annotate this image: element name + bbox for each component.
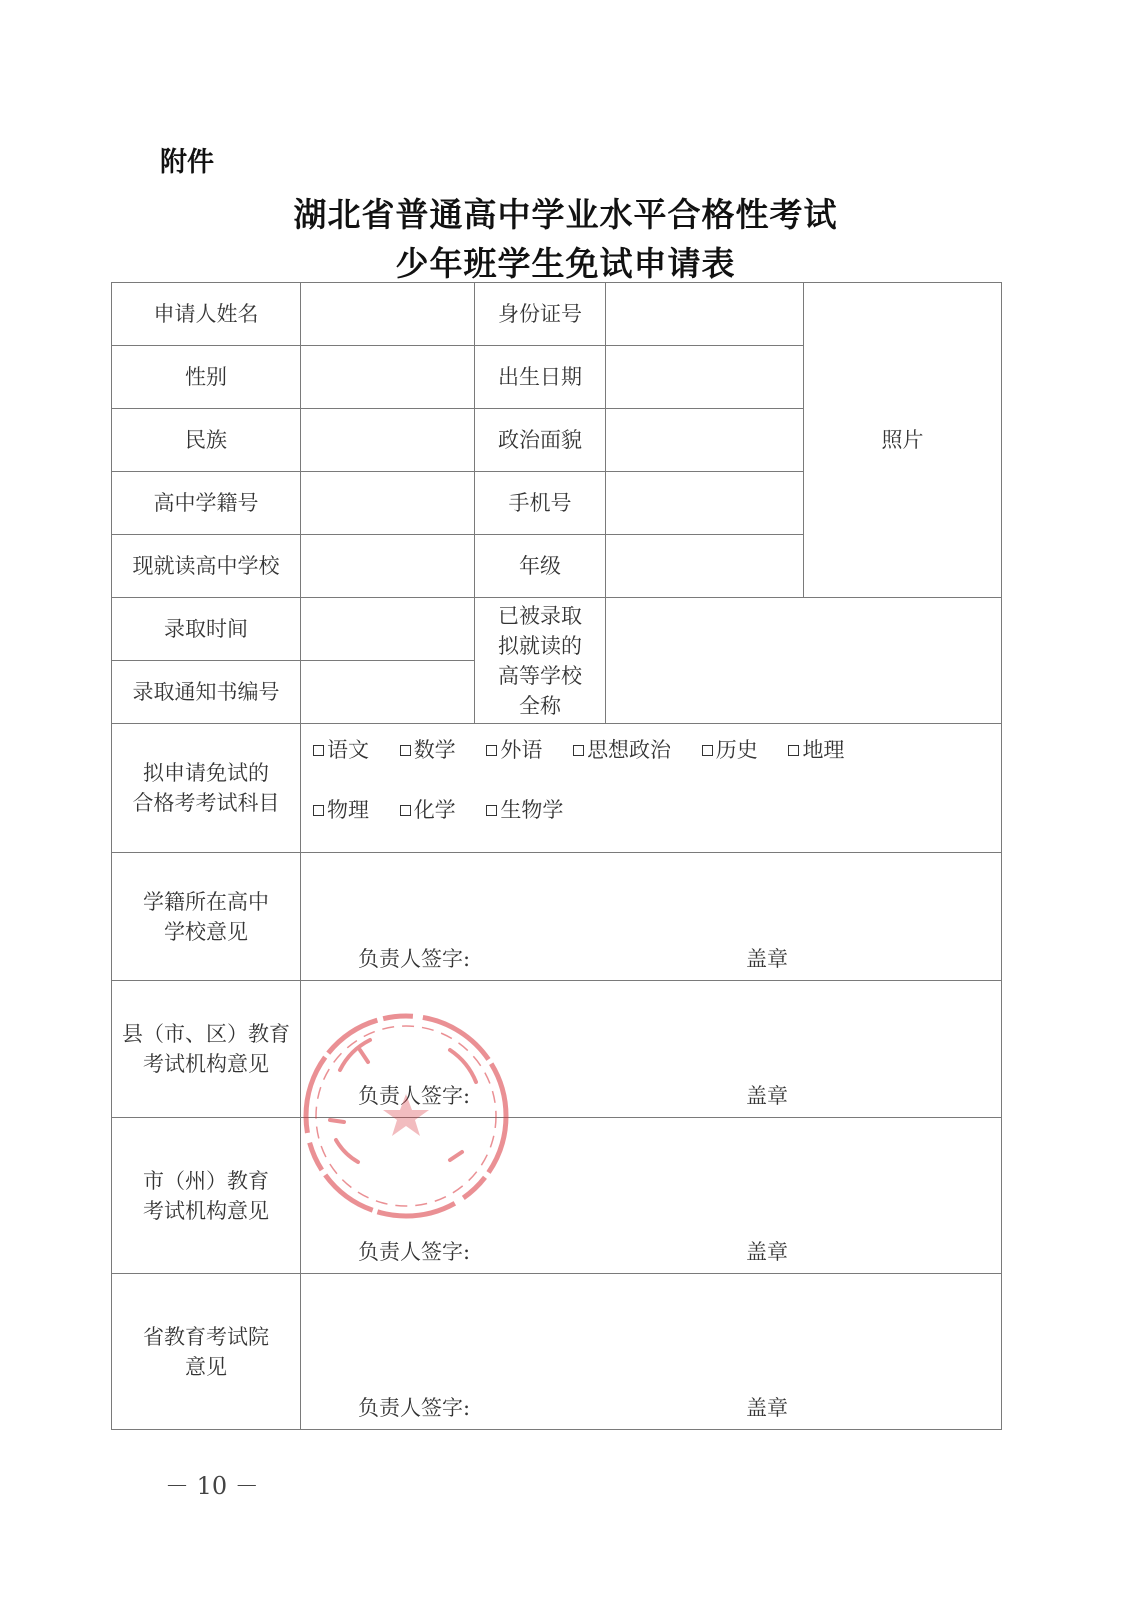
- signature-label: 负责人签字:: [358, 1240, 471, 1264]
- label-county-opinion-l2: 考试机构意见: [143, 1052, 269, 1076]
- application-form-table: [111, 282, 1002, 1430]
- label-phone: 手机号: [475, 472, 606, 535]
- label-exempt-subjects-l1: 拟申请免试的: [143, 761, 269, 785]
- label-admitted-university-l1: 已被录取: [498, 603, 582, 628]
- label-current-school: 现就读高中学校: [112, 535, 301, 598]
- checkbox-icon: [573, 745, 584, 756]
- checkbox-math[interactable]: [400, 732, 456, 768]
- label-id-number: 身份证号: [475, 283, 606, 346]
- phone-field[interactable]: [606, 472, 804, 535]
- subject-label: 思想政治: [587, 738, 672, 762]
- name-field[interactable]: [301, 283, 475, 346]
- signature-label: 负责人签字:: [358, 947, 471, 971]
- subject-label: 数学: [413, 738, 456, 762]
- label-province-opinion-l1: 省教育考试院: [143, 1324, 269, 1349]
- id-number-field[interactable]: [606, 283, 804, 346]
- school-opinion-field[interactable]: [301, 853, 1002, 981]
- admitted-university-field[interactable]: [606, 598, 1002, 724]
- notice-number-field[interactable]: [301, 661, 475, 724]
- gender-field[interactable]: [301, 346, 475, 409]
- label-school-opinion-l1: 学籍所在高中: [143, 889, 269, 914]
- subject-label: 外语: [500, 738, 543, 762]
- checkbox-icon: [486, 745, 497, 756]
- form-title-line1: 湖北省普通高中学业水平合格性考试: [293, 195, 838, 234]
- label-county-opinion: [112, 981, 301, 1118]
- seal-label: 盖章: [746, 1240, 788, 1264]
- seal-label: 盖章: [746, 947, 788, 971]
- attachment-label: 附件: [160, 147, 214, 178]
- label-school-opinion: [112, 853, 301, 981]
- checkbox-foreign-language[interactable]: [486, 732, 542, 768]
- signature-label: 负责人签字:: [358, 1084, 471, 1108]
- signature-label: 负责人签字:: [358, 1396, 471, 1420]
- checkbox-icon: [486, 805, 497, 816]
- checkbox-icon: [400, 745, 411, 756]
- checkbox-geography[interactable]: [788, 732, 844, 768]
- province-opinion-field[interactable]: [301, 1274, 1002, 1430]
- admission-time-field[interactable]: [301, 598, 475, 661]
- checkbox-icon: [788, 745, 799, 756]
- seal-label: 盖章: [746, 1396, 788, 1420]
- county-opinion-field[interactable]: [301, 981, 1002, 1118]
- label-ethnicity: 民族: [112, 409, 301, 472]
- student-number-field[interactable]: [301, 472, 475, 535]
- label-admitted-university-l3: 高等学校: [498, 663, 582, 688]
- label-grade: 年级: [475, 535, 606, 598]
- label-exempt-subjects: [112, 724, 301, 853]
- label-notice-number: 录取通知书编号: [112, 661, 301, 724]
- subjects-row-1: [313, 732, 1001, 792]
- label-city-opinion: [112, 1118, 301, 1274]
- subject-label: 历史: [715, 738, 758, 762]
- label-admission-time: 录取时间: [112, 598, 301, 661]
- subject-label: 地理: [802, 738, 845, 762]
- subjects-row-2: [313, 792, 1001, 852]
- label-exempt-subjects-l2: 合格考考试科目: [132, 791, 280, 815]
- checkbox-politics[interactable]: [573, 732, 671, 768]
- label-gender: 性别: [112, 346, 301, 409]
- label-student-number: 高中学籍号: [112, 472, 301, 535]
- label-province-opinion-l2: 意见: [185, 1354, 227, 1379]
- label-province-opinion: [112, 1274, 301, 1430]
- photo-box[interactable]: 照片: [804, 283, 1002, 598]
- political-status-field[interactable]: [606, 409, 804, 472]
- checkbox-icon: [400, 805, 411, 816]
- checkbox-chemistry[interactable]: [400, 792, 456, 828]
- subject-label: 化学: [413, 798, 456, 822]
- label-admitted-university-l2: 拟就读的: [498, 633, 582, 658]
- city-opinion-field[interactable]: [301, 1118, 1002, 1274]
- label-name: 申请人姓名: [112, 283, 301, 346]
- checkbox-history[interactable]: [702, 732, 758, 768]
- grade-field[interactable]: [606, 535, 804, 598]
- checkbox-icon: [702, 745, 713, 756]
- checkbox-icon: [313, 805, 324, 816]
- label-school-opinion-l2: 学校意见: [164, 919, 248, 944]
- form-title-line2: 少年班学生免试申请表: [395, 244, 736, 283]
- label-city-opinion-l2: 考试机构意见: [143, 1198, 269, 1223]
- label-birth-date: 出生日期: [475, 346, 606, 409]
- page-number: － 10 －: [165, 1472, 259, 1500]
- checkbox-biology[interactable]: [486, 792, 563, 828]
- label-political-status: 政治面貌: [475, 409, 606, 472]
- label-admitted-university: [475, 598, 606, 724]
- seal-label: 盖章: [746, 1084, 788, 1108]
- subject-label: 语文: [327, 738, 369, 762]
- label-city-opinion-l1: 市（州）教育: [143, 1168, 269, 1193]
- current-school-field[interactable]: [301, 535, 475, 598]
- label-admitted-university-l4: 全称: [519, 693, 561, 718]
- label-county-opinion-l1: 县（市、区）教育: [122, 1022, 290, 1046]
- subjects-checklist: [301, 724, 1002, 853]
- checkbox-chinese[interactable]: [313, 732, 369, 768]
- subject-label: 生物学: [500, 798, 564, 822]
- ethnicity-field[interactable]: [301, 409, 475, 472]
- subject-label: 物理: [327, 798, 369, 822]
- birth-date-field[interactable]: [606, 346, 804, 409]
- checkbox-icon: [313, 745, 324, 756]
- checkbox-physics[interactable]: [313, 792, 369, 828]
